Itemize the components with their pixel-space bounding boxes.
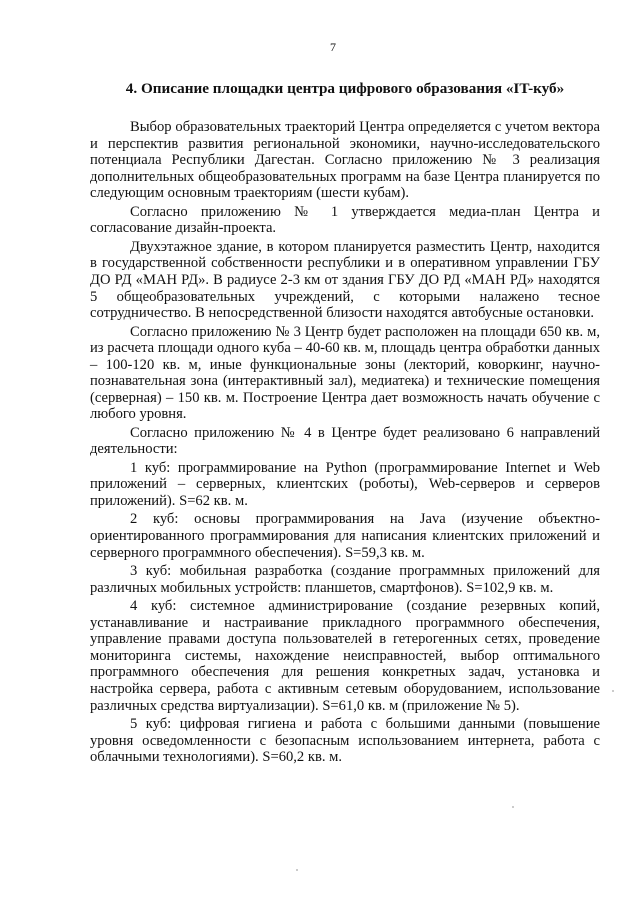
- scan-speck: [296, 869, 298, 871]
- paragraph: 4 куб: системное администрирование (создание резервных копий, устанавливание и настраивание прикладного программного обеспечения, управление правами доступа пользователей в гетерогенных сетях, проведение мониторинга системы, нахождение неисправностей, выбор оптимального программного обеспечения для решения конкретных задач, установка и настройка сервера, работа с активным сетевым оборудованием, использование различных средства виртуализации). S=61,0 кв. м (приложение № 5).: [90, 598, 600, 714]
- paragraph: Выбор образовательных траекторий Центра определяется с учетом вектора и перспектив развития региональной экономики, научно-исследовательского потенциала Республики Дагестан. Согласно приложению № 3 реализация дополнительных общеобразовательных программ на базе Центра планируется по следующим основным траекториям (шести кубам).: [90, 119, 600, 202]
- paragraph: Двухэтажное здание, в котором планируется разместить Центр, находится в государственной собственности республики и в оперативном управлении ГБУ ДО РД «МАН РД». В радиусе 2-3 км от здания ГБУ ДО РД «МАН РД» находятся 5 общеобразовательных учреждений, с которыми налажено тесное сотрудничество. В непосредственной близости находятся автобусные остановки.: [90, 238, 600, 322]
- paragraph: 3 куб: мобильная разработка (создание программных приложений для различных мобильных устройств: планшетов, смартфонов). S=102,9 кв. м.: [90, 563, 600, 596]
- paragraph: 2 куб: основы программирования на Java (изучение объектно-ориентированного программирования для написания клиентских приложений и серверного программного обеспечения). S=59,3 кв. м.: [90, 511, 600, 561]
- scan-speck: [512, 806, 514, 808]
- paragraph: 5 куб: цифровая гигиена и работа с большими данными (повышение уровня осведомленности с безопасным использованием интернета, работа с облачными технологиями). S=60,2 кв. м.: [90, 715, 600, 766]
- paragraph: Согласно приложению № 3 Центр будет расположен на площади 650 кв. м, из расчета площади одного куба – 40-60 кв. м, площадь центра обработки данных – 100-120 кв. м, иные функциональные зоны (лекторий, коворкинг, научно-познавательная зона (интерактивный зал), медиатека) и технические помещения (серверная) – 150 кв. м. Построение Центра дает возможность начать обучение с любого уровня.: [90, 323, 600, 423]
- body-text: [90, 119, 600, 768]
- scan-speck: [612, 690, 614, 692]
- page-number: 7: [330, 40, 336, 54]
- section-heading: 4. Описание площадки центра цифрового образования «IT-куб»: [125, 80, 565, 97]
- paragraph: Согласно приложению № 1 утверждается медиа-план Центра и согласование дизайн-проекта.: [90, 203, 600, 237]
- paragraph: 1 куб: программирование на Python (программирование Internet и Web приложений – серверных, клиентских (роботы), Web-серверов и серверов приложений). S=62 кв. м.: [90, 459, 600, 510]
- paragraph: Согласно приложению № 4 в Центре будет реализовано 6 направлений деятельности:: [90, 424, 600, 458]
